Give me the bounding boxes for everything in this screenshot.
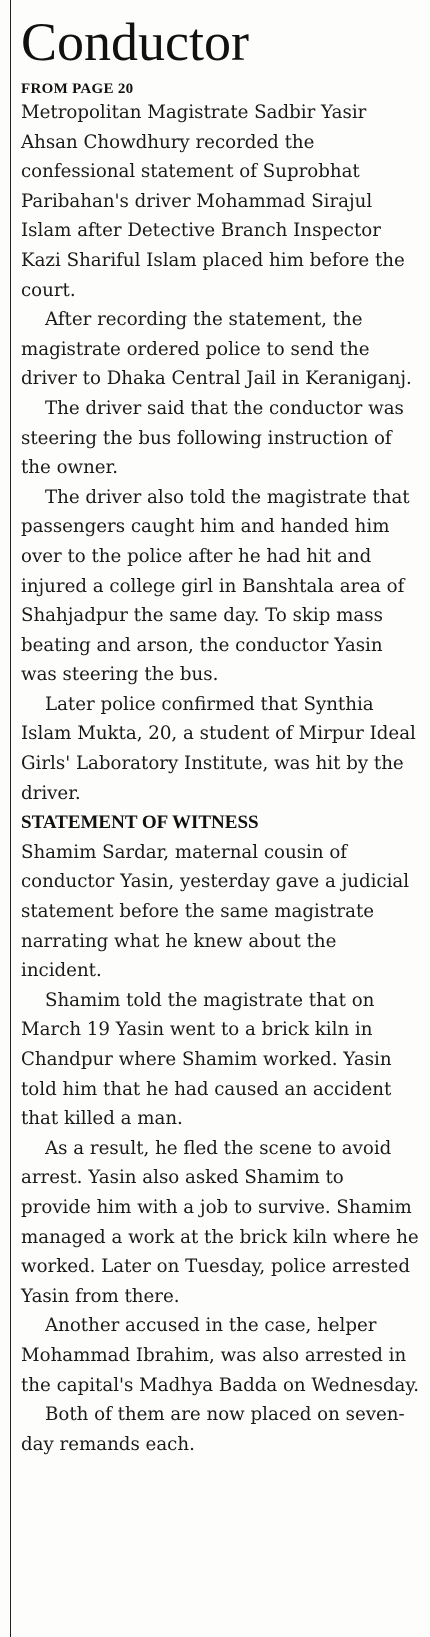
paragraph: Both of them are now placed on seven-day remands each.: [21, 1404, 405, 1455]
paragraph: Shamim told the magistrate that on March 19 Yasin went to a brick kiln in Chandpur where Shamim worked. Yasin told him that he had caused an accident that killed a man.: [21, 989, 392, 1130]
paragraph: Metropolitan Magistrate Sadbir Yasir Ahsan Chowdhury recorded the confessional statement of Suprobhat Paribahan's driver Mohammad Sirajul Islam after Detective Branch Inspector Kazi Shariful Islam placed him before the court.: [21, 102, 405, 301]
section-subhead: STATEMENT OF WITNESS: [21, 812, 259, 834]
paragraph: As a result, he fled the scene to avoid arrest. Yasin also asked Shamim to provide him with a job to survive. Shamim managed a work at the brick kiln where he worked. Later on Tuesday, police arrested Yasin from there.: [21, 1137, 419, 1307]
paragraph: After recording the statement, the magistrate ordered police to send the driver to Dhaka Central Jail in Keraniganj.: [21, 309, 412, 390]
headline: Conductor: [21, 12, 249, 72]
paragraph: Shamim Sardar, maternal cousin of conductor Yasin, yesterday gave a judicial statement before the same magistrate narrating what he knew about the incident.: [21, 841, 410, 982]
paragraph: Later police confirmed that Synthia Islam Mukta, 20, a student of Mirpur Ideal Girls' Laboratory Institute, was hit by the driver.: [21, 693, 416, 804]
jump-line: FROM PAGE 20: [21, 81, 134, 97]
paragraph: Another accused in the case, helper Mohammad Ibrahim, was also arrested in the capital's Madhya Badda on Wednesday.: [21, 1315, 419, 1396]
column-rule: [10, 0, 11, 1637]
paragraph: The driver also told the magistrate that passengers caught him and handed him over to the police after he had hit and injured a college girl in Banshtala area of Shahjadpur the same day. To skip mass beating and arson, the conductor Yasin was steering the bus.: [21, 486, 410, 686]
article-column: [21, 12, 419, 1459]
paragraph: The driver said that the conductor was steering the bus following instruction of the owner.: [21, 397, 404, 479]
